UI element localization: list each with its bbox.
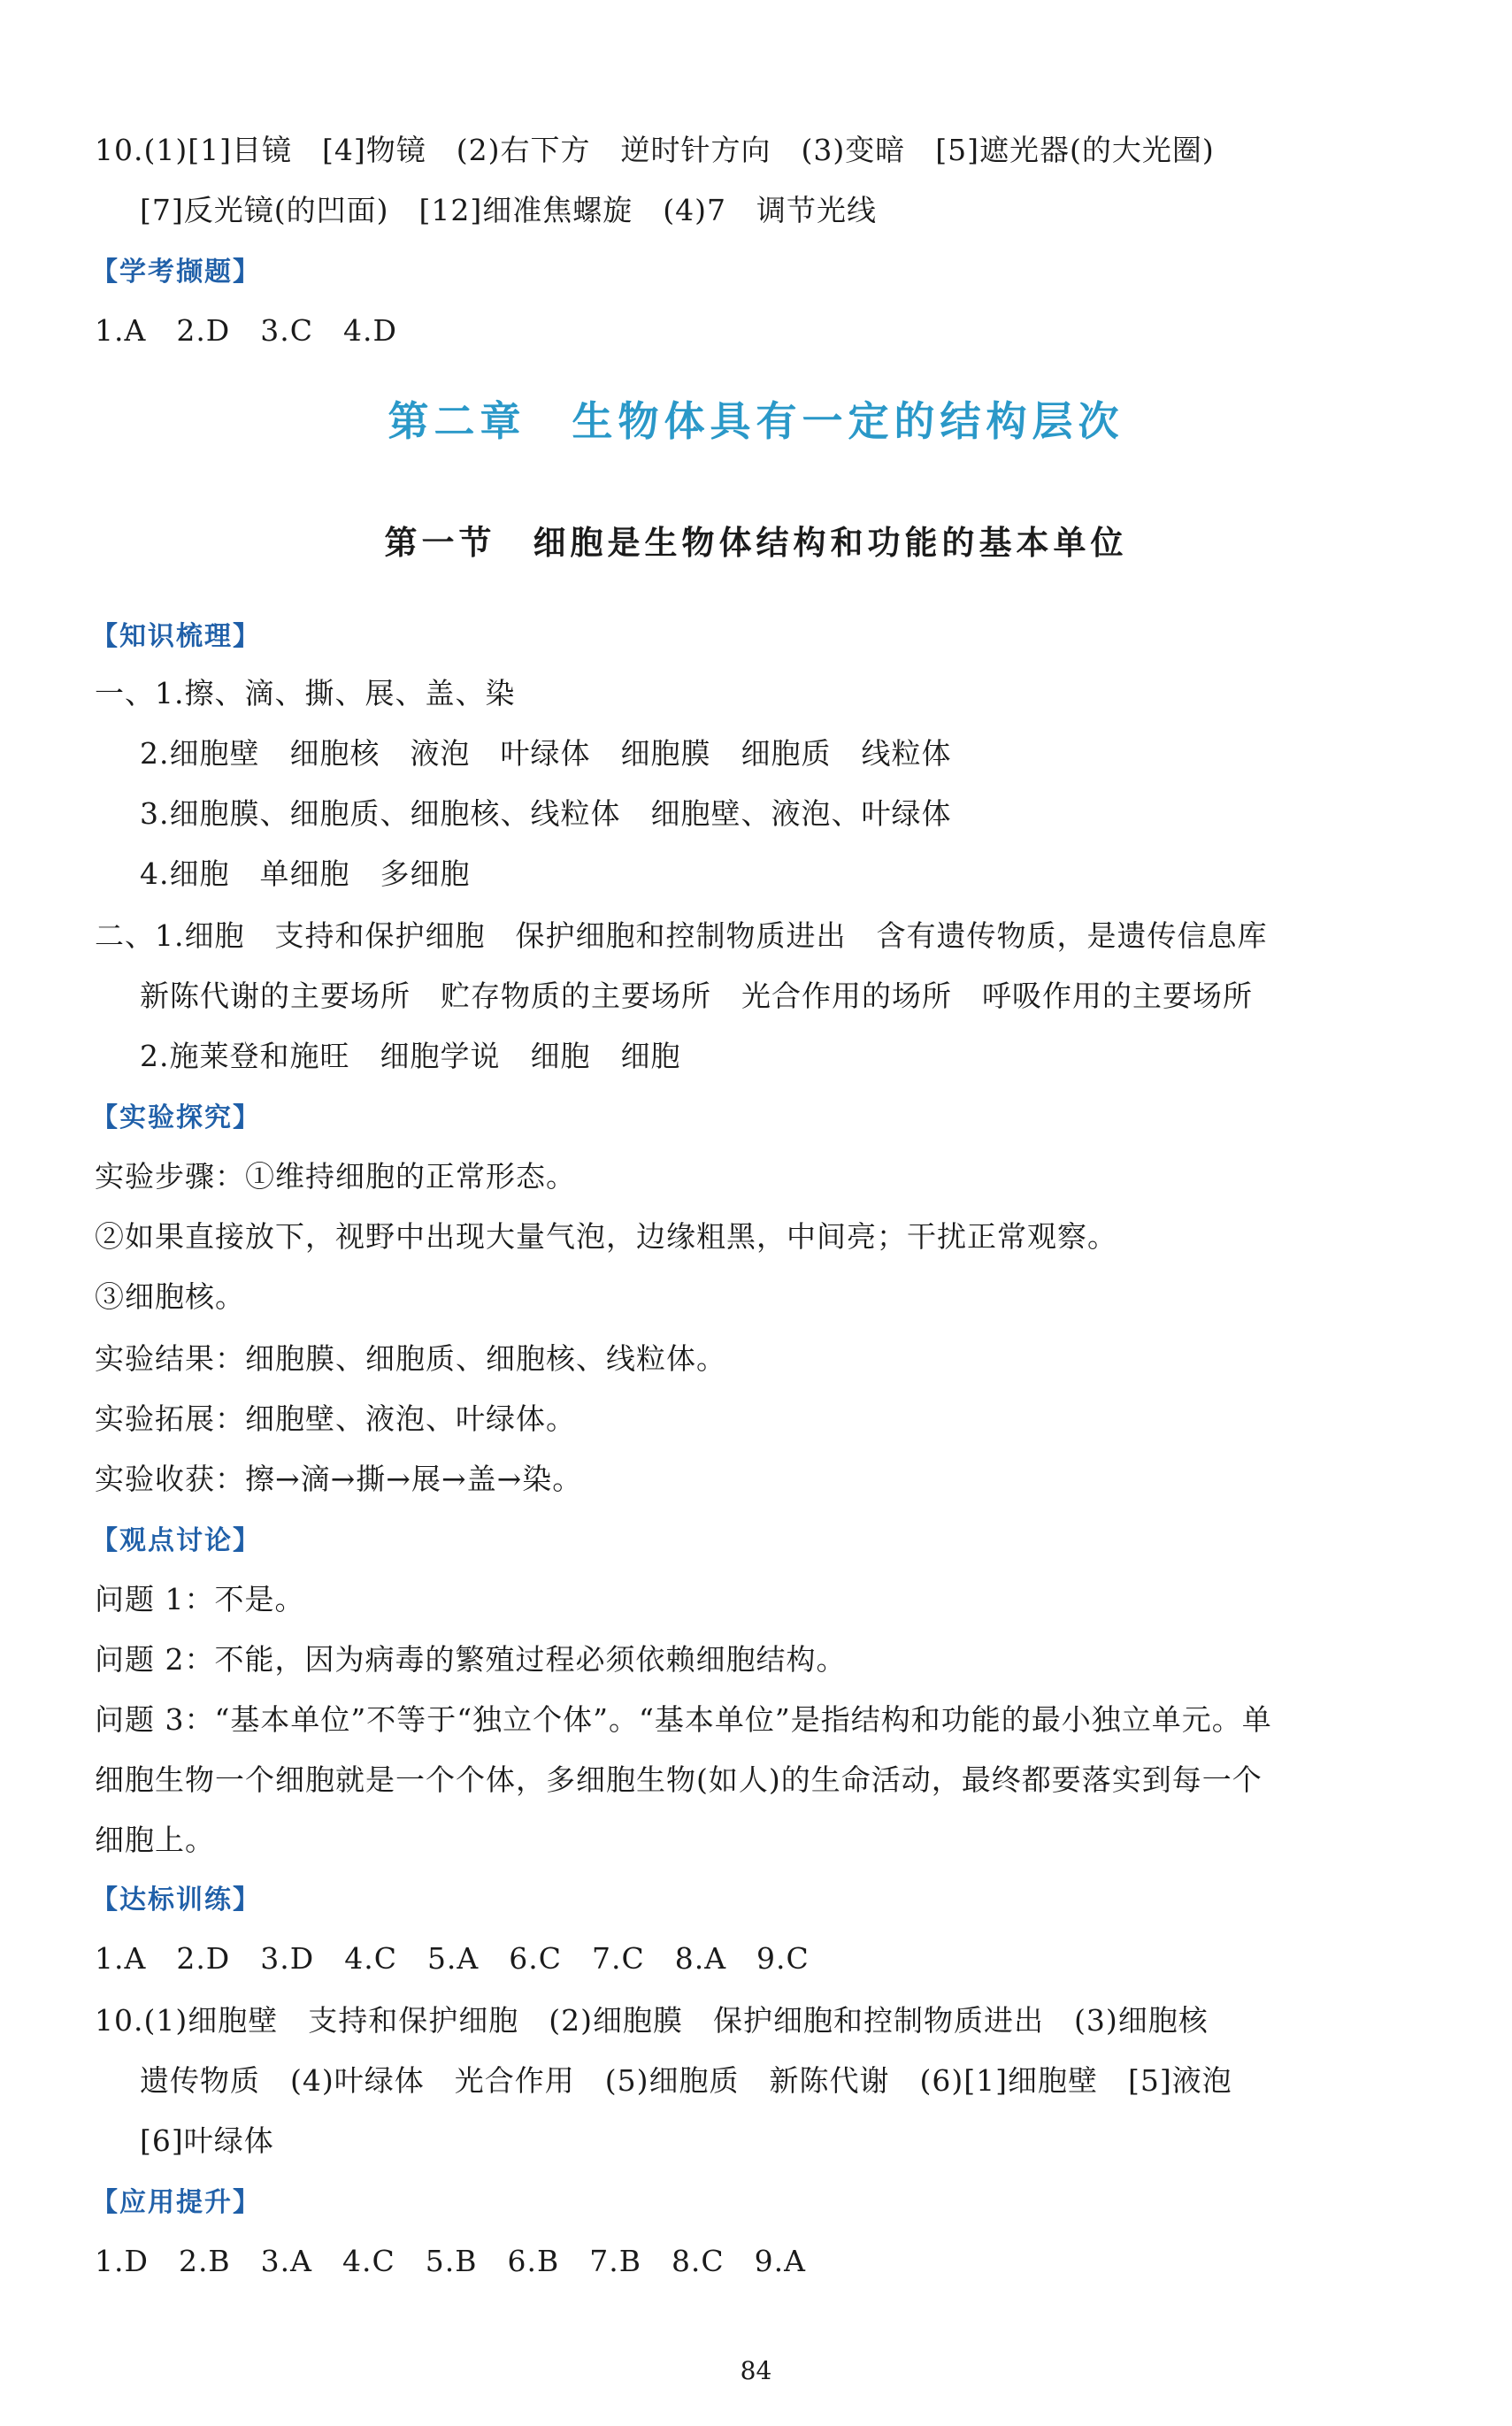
section-badge-guandian: 【观点讨论】 (91, 1525, 261, 1556)
dabiao-line-3: 遗传物质 (4)叶绿体 光合作用 (5)细胞质 新陈代谢 (6)[1]细胞壁 [5]液泡 (140, 2063, 1232, 2098)
section-title: 第一节 细胞是生物体结构和功能的基本单位 (384, 523, 1128, 562)
shiyan-line-3: ③细胞核。 (95, 1279, 245, 1314)
zhishi-line-3: 3.细胞膜、细胞质、细胞核、线粒体 细胞壁、液泡、叶绿体 (140, 796, 952, 831)
zhishi-line-7: 2.施莱登和施旺 细胞学说 细胞 细胞 (140, 1039, 681, 1073)
section-badge-shiyan: 【实验探究】 (91, 1102, 261, 1133)
guandian-line-4: 细胞生物一个细胞就是一个个体，多细胞生物(如人)的生命活动，最终都要落实到每一个 (95, 1762, 1263, 1797)
q10-answer-line-1: 10.(1)[1]目镜 [4]物镜 (2)右下方 逆时针方向 (3)变暗 [5]遮光器(的大光圈) (95, 133, 1215, 167)
dabiao-line-1: 1.A 2.D 3.D 4.C 5.A 6.C 7.C 8.A 9.C (95, 1941, 810, 1976)
page-number: 84 (740, 2356, 772, 2385)
section-badge-xuekao: 【学考撷题】 (91, 257, 261, 288)
xuekao-answers: 1.A 2.D 3.C 4.D (95, 313, 397, 348)
shiyan-line-2: ②如果直接放下，视野中出现大量气泡，边缘粗黑，中间亮；干扰正常观察。 (95, 1219, 1117, 1254)
guandian-line-5: 细胞上。 (95, 1823, 215, 1857)
shiyan-line-6: 实验收获：擦→滴→撕→展→盖→染。 (95, 1462, 583, 1496)
zhishi-line-6: 新陈代谢的主要场所 贮存物质的主要场所 光合作用的场所 呼吸作用的主要场所 (140, 979, 1253, 1013)
guandian-line-3: 问题 3：“基本单位”不等于“独立个体”。“基本单位”是指结构和功能的最小独立单元。单 (95, 1702, 1272, 1737)
shiyan-line-1: 实验步骤：①维持细胞的正常形态。 (95, 1159, 576, 1194)
yingyong-answers: 1.D 2.B 3.A 4.C 5.B 6.B 7.B 8.C 9.A (95, 2244, 806, 2278)
zhishi-line-1: 一、1.擦、滴、撕、展、盖、染 (95, 676, 516, 710)
q10-answer-line-2: [7]反光镜(的凹面) [12]细准焦螺旋 (4)7 调节光线 (140, 193, 877, 227)
section-badge-zhishi: 【知识梳理】 (91, 621, 261, 652)
shiyan-line-4: 实验结果：细胞膜、细胞质、细胞核、线粒体。 (95, 1341, 726, 1376)
section-badge-dabiao: 【达标训练】 (91, 1885, 261, 1915)
dabiao-line-2: 10.(1)细胞壁 支持和保护细胞 (2)细胞膜 保护细胞和控制物质进出 (3)细胞核 (95, 2003, 1209, 2038)
zhishi-line-4: 4.细胞 单细胞 多细胞 (140, 856, 471, 891)
guandian-line-1: 问题 1：不是。 (95, 1582, 305, 1616)
dabiao-line-4: [6]叶绿体 (140, 2123, 274, 2158)
section-badge-yingyong: 【应用提升】 (91, 2187, 261, 2218)
guandian-line-2: 问题 2：不能，因为病毒的繁殖过程必须依赖细胞结构。 (95, 1642, 847, 1677)
zhishi-line-2: 2.细胞壁 细胞核 液泡 叶绿体 细胞膜 细胞质 线粒体 (140, 736, 952, 771)
zhishi-line-5: 二、1.细胞 支持和保护细胞 保护细胞和控制物质进出 含有遗传物质，是遗传信息库 (95, 918, 1268, 953)
shiyan-line-5: 实验拓展：细胞壁、液泡、叶绿体。 (95, 1401, 576, 1436)
chapter-title: 第二章 生物体具有一定的结构层次 (388, 397, 1124, 445)
